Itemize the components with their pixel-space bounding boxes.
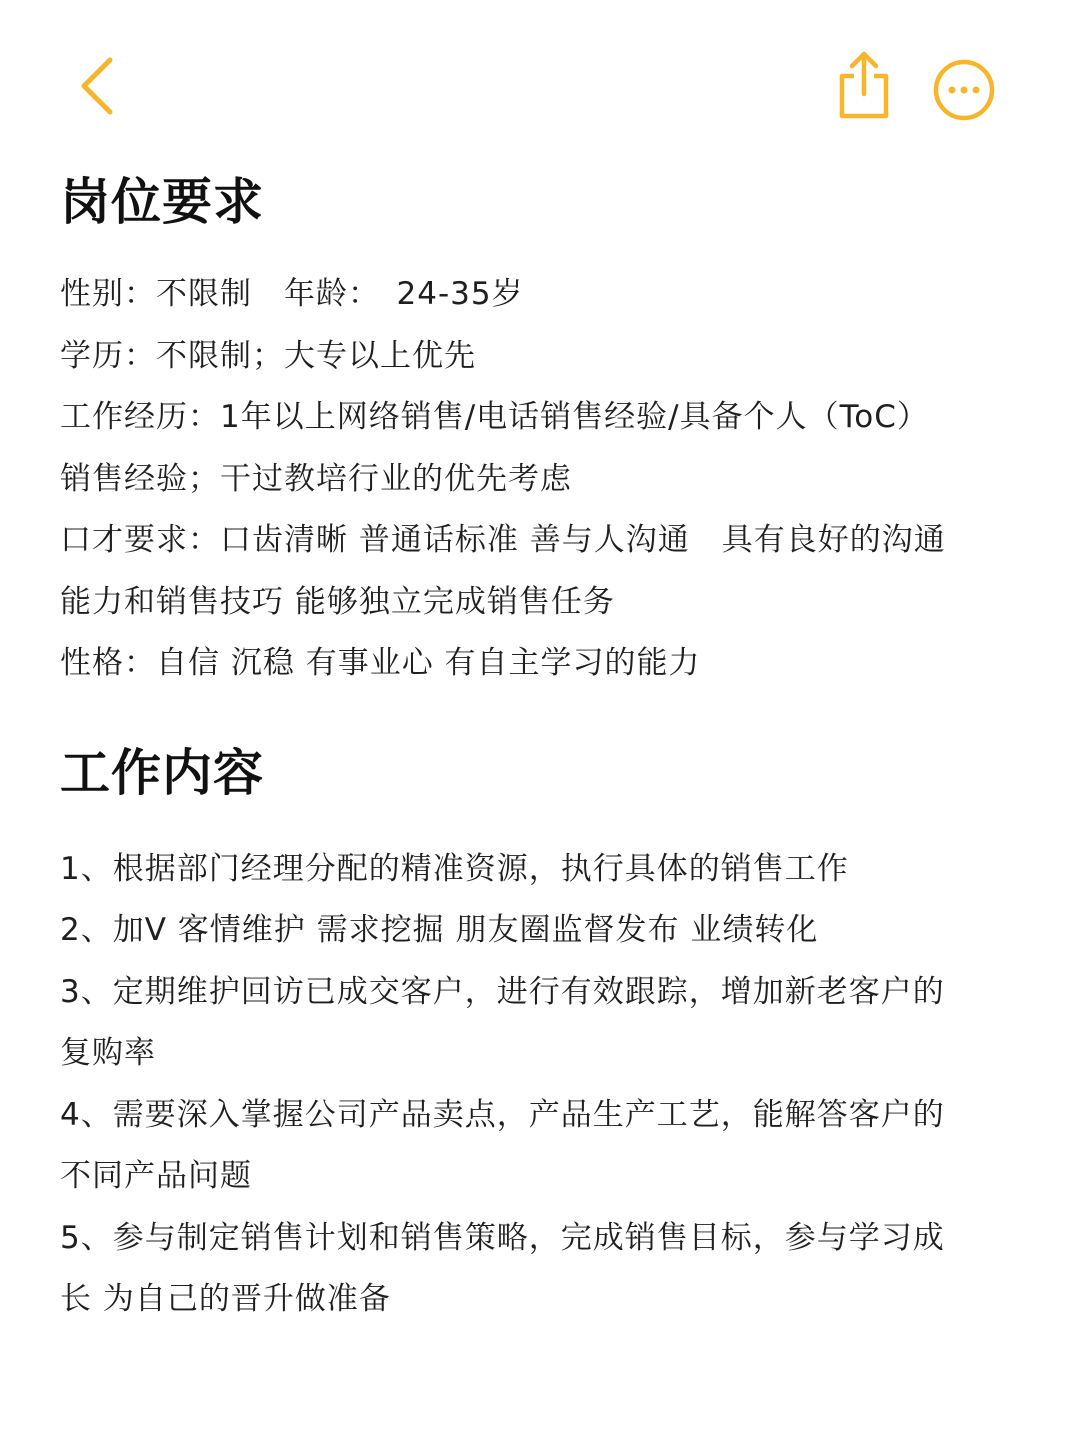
note-content [60, 160, 960, 1331]
requirements-heading: 岗位要求 [60, 173, 264, 231]
requirements-list [60, 264, 960, 695]
duties-list [60, 839, 960, 1331]
duty-item: 3、定期维护回访已成交客户，进行有效跟踪，增加新老客户的复购率 [60, 973, 945, 1071]
duty-item: 1、根据部门经理分配的精准资源，执行具体的销售工作 [60, 850, 849, 887]
requirement-item: 性别：不限制 年龄： 24-35岁 [60, 276, 524, 312]
duty-item: 2、加V 客情维护 需求挖掘 朋友圈监督发布 业绩转化 [60, 912, 819, 948]
duty-item: 5、参与制定销售计划和销售策略，完成销售目标，参与学习成长 为自己的晋升做准备 [60, 1219, 945, 1317]
requirement-item: 性格：自信 沉稳 有事业心 有自主学习的能力 [60, 645, 701, 681]
requirement-item: 学历：不限制；大专以上优先 [60, 337, 476, 374]
duties-heading: 工作内容 [60, 743, 264, 802]
requirement-item: 工作经历：1年以上网络销售/电话销售经验/具备个人（ToC）销售经验；干过教培行业的优先考虑 [60, 399, 929, 497]
chevron-left-icon[interactable] [72, 52, 128, 120]
top-navigation-bar [0, 0, 1080, 150]
requirement-item: 口才要求：口齿清晰 普通话标准 善与人沟通 具有良好的沟通能力和销售技巧 能够独立完成销售任务 [60, 522, 946, 620]
more-horizontal-icon[interactable] [930, 56, 998, 124]
share-icon[interactable] [832, 48, 896, 124]
duty-item: 4、需要深入掌握公司产品卖点，产品生产工艺，能解答客户的不同产品问题 [60, 1096, 945, 1194]
